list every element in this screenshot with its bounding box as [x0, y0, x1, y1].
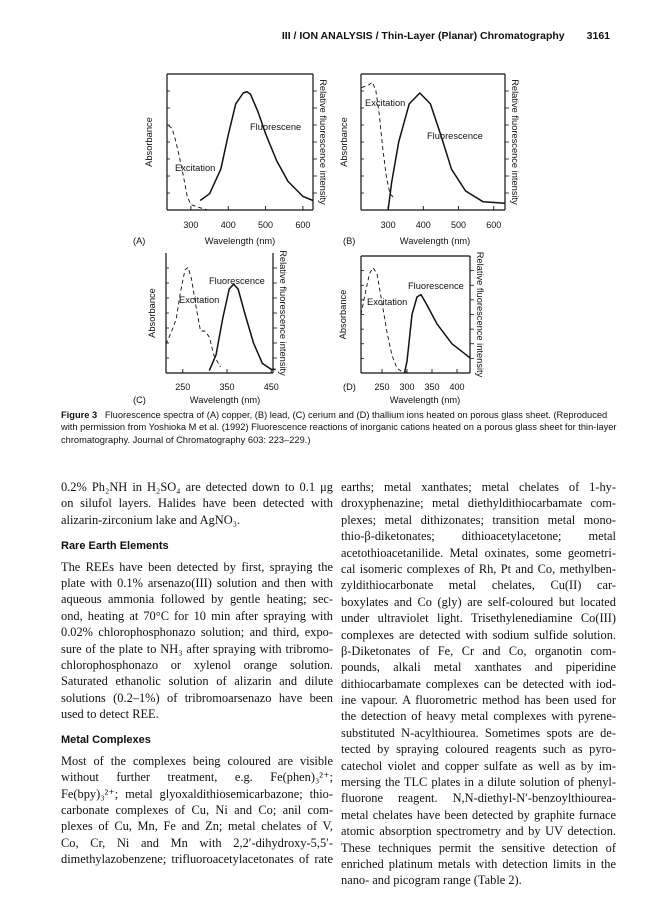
text-line: Fe(bpy)₃²⁺; metal glyoxaldithiosemicarbazone; thio- [61, 786, 333, 801]
x-tick-label: 250 [175, 382, 191, 392]
figure-caption [61, 409, 617, 446]
right-column [341, 479, 616, 889]
y-axis-label-right: Relative fluorescence intensity [278, 250, 288, 376]
x-axis-label: Wavelength (nm) [389, 395, 461, 405]
y-axis-label-left: Absorbance [144, 117, 154, 167]
text-line: catechol violet and copper sulfate as well as by im- [341, 758, 616, 773]
paragraph [341, 479, 616, 889]
text-line: β-Diketonates of Fe, Cr and Co, organotin com- [341, 643, 616, 658]
text-line: chlorophosphonazo or xylenol orange solution. [61, 657, 333, 672]
spectrum-panel-c [133, 250, 288, 405]
text-line: mersing the TLC plates in a dilute solution of phenyl- [341, 775, 616, 790]
text-line: alizarin-zirconium lake and AgNO₃. [61, 512, 241, 527]
text-line: These techniques permit the sensitive detection of [341, 840, 616, 855]
section-heading: Rare Earth Elements [61, 540, 169, 553]
paragraph [61, 559, 333, 723]
x-axis-label: Wavelength (nm) [399, 236, 471, 246]
text-line: used to detect REE. [61, 707, 159, 722]
text-line: the detection of heavy metal complexes with pyrene- [341, 709, 616, 724]
text-line: earths; metal xanthates; metal chelates of 1-hy- [341, 480, 616, 494]
text-line: under ultraviolet light. Trisethylenediamine Co(III) [341, 611, 616, 626]
excitation-label: Excitation [367, 297, 408, 307]
text-line: nano- and picogram range (Table 2). [341, 873, 522, 888]
text-line: droxyphenazine; metal diethyldithiocarbamate com- [341, 496, 616, 511]
text-line: carbonate complexes of Cu, Ni and Co; anil com- [61, 803, 333, 818]
y-axis-label-right: Relative fluorescence intensity [318, 79, 328, 205]
x-tick-label: 300 [380, 220, 396, 230]
y-axis-label-right: Relative fluorescence intensity [510, 79, 520, 205]
text-line: acetothioacetanilide. Metal oxinates, some geometri- [341, 545, 616, 560]
fluorescence-curve [405, 295, 471, 373]
text-line: Co, Cr, Ni and Mn with 2,2′-dihydroxy-5,5′- [61, 835, 333, 850]
paragraph [61, 479, 333, 528]
text-line: fluorone reagent. N,N-diethyl-N′-benzoylthiourea- [341, 791, 616, 806]
x-tick-label: 400 [449, 382, 465, 392]
panel-label: (B) [343, 236, 356, 246]
text-line: metal chelates have been detected by graphite furnace [341, 807, 616, 822]
text-line: Most of the complexes being coloured are visible [61, 753, 333, 768]
x-tick-label: 500 [451, 220, 467, 230]
text-line: ond, heating at 70°C for 10 min after spraying with [61, 608, 334, 623]
text-line: Saturated ethanolic solution of alizarin and dilute [61, 674, 333, 689]
caption-text: Fluorescence spectra of (A) copper, (B) lead, (C) cerium and (D) thallium ions heated on porous glass sheet. (Reproduced with permission from Yoshioka M et al. (1992) Fluorescence reactions of inorganic cations heated on a porous glass sheet for thin-layer chromatography. Journal of Chromatography 603: 223–229.) [61, 410, 617, 445]
text-line: The REEs have been detected by first, spraying the [61, 559, 333, 574]
text-line: zyldithiocarbonate metal chelates, Cu(II) car- [341, 578, 616, 593]
x-tick-label: 500 [258, 220, 274, 230]
x-axis-label: Wavelength (nm) [189, 395, 261, 405]
text-line: pounds, alkali metal xanthates and piperidine [341, 660, 616, 675]
running-title: III / ION ANALYSIS / Thin-Layer (Planar) Chromatography [281, 30, 565, 42]
fluorescence-label: Fluorescence [209, 276, 265, 286]
y-axis-label-right: Relative fluorescence intensity [475, 251, 485, 378]
x-axis-label: Wavelength (nm) [204, 236, 276, 246]
caption-label: Figure 3 [61, 410, 98, 420]
fluorescence-curve [388, 93, 505, 210]
text-line: dithiocarbamate complexes can be detected with iod- [341, 676, 616, 691]
panel-label: (A) [133, 236, 146, 246]
text-line: plexes; metal dithizonates; transition metal mono- [341, 512, 616, 527]
x-tick-label: 300 [399, 382, 415, 392]
excitation-label: Excitation [365, 98, 406, 108]
excitation-label: Excitation [179, 295, 220, 305]
text-line: substituted N-acylthiourea. Sometimes spots are de- [341, 725, 616, 740]
text-line: sure of the plate to NH₃ after spraying with tribromo- [61, 641, 333, 656]
left-column [61, 479, 333, 868]
section-heading: Metal Complexes [61, 734, 151, 747]
x-tick-label: 300 [183, 220, 199, 230]
spectrum-panel-a [133, 74, 328, 246]
text-line: enriched platinum metals with detection limits in the [341, 856, 616, 871]
x-tick-label: 600 [295, 220, 311, 230]
y-axis-label-left: Absorbance [339, 117, 349, 167]
y-axis-label-left: Absorbance [147, 288, 157, 338]
text-line: boxylates and Co (gly) are self-coloured but located [341, 594, 616, 609]
x-tick-label: 400 [220, 220, 236, 230]
text-line: tected by spraying coloured reagents such as pyro- [341, 742, 616, 757]
excitation-label: Excitation [175, 163, 216, 173]
text-line: complexes are detected with sodium sulfide solution. [341, 627, 616, 642]
x-tick-label: 600 [486, 220, 502, 230]
text-line: plate with 0.1% arsenazo(III) solution and then with [61, 575, 333, 590]
x-tick-label: 350 [424, 382, 440, 392]
fluorescence-curve [200, 92, 313, 201]
text-line: without further treatment, e.g. Fe(phen)₃²⁺; [61, 770, 333, 785]
fluorescence-label: Fluorescence [408, 281, 464, 291]
panel-label: (D) [343, 382, 356, 392]
y-axis-label-left: Absorbance [338, 289, 348, 340]
text-line: ine vapour. A fluorometric method has been used for [341, 693, 616, 708]
text-line: aqueous ammonia followed by gentle heating; sec- [61, 592, 333, 607]
fluorescence-label: Fluorescence [427, 131, 483, 141]
text-line: thio-β-diketonates; dithioacetylacetone; metal [341, 529, 616, 544]
x-tick-label: 250 [374, 382, 390, 392]
x-tick-label: 450 [263, 382, 279, 392]
x-tick-label: 350 [219, 382, 235, 392]
text-line: dimethylazobenzene; trifluoroacetylacetonates of rate [61, 852, 333, 867]
text-line: cal isomeric complexes of Rh, Pt and Co, methylben- [341, 561, 616, 576]
x-tick-label: 400 [415, 220, 431, 230]
text-line: atomic absorption spectrometry and by UV detection. [341, 824, 616, 839]
excitation-curve [361, 268, 407, 372]
text-line: 0.02% chlorophosphonazo solution; and third, expo- [61, 625, 333, 640]
text-line: plexes of Cu, Mn, Fe and Zn; metal chelates of V, [61, 819, 333, 834]
paragraph [61, 753, 333, 868]
panel-label: (C) [133, 395, 146, 405]
text-line: 0.2% Ph₂NH in H₂SO₄ are detected down to 0.1 μg [61, 480, 333, 494]
spectrum-panel-d [338, 252, 485, 405]
page-number: 3161 [586, 30, 610, 42]
spectrum-panel-b [339, 74, 520, 246]
figure-3 [0, 0, 668, 405]
text-line: solutions (0.2–1%) of tribromoarsenazo have been [61, 690, 333, 705]
text-line: on silufol layers. Halides have been detected with [61, 496, 333, 511]
fluorescence-label: Fluorescene [250, 122, 302, 132]
